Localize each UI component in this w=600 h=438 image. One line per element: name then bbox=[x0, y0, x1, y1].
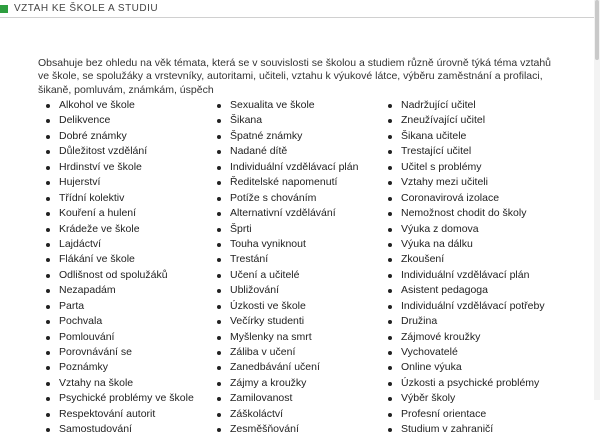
topic-item[interactable]: Zamilovanost bbox=[217, 391, 358, 406]
topic-item[interactable]: Sexualita ve škole bbox=[217, 98, 358, 113]
topic-item[interactable]: Respektování autorit bbox=[46, 407, 194, 422]
section-header bbox=[0, 0, 594, 18]
topic-item[interactable]: Výuka z domova bbox=[388, 222, 545, 237]
topic-item[interactable]: Zkoušení bbox=[388, 252, 545, 267]
topic-item[interactable]: Učitel s problémy bbox=[388, 160, 545, 175]
topic-item[interactable]: Záliba v učení bbox=[217, 345, 358, 360]
topic-column-2 bbox=[217, 98, 358, 438]
topic-item[interactable]: Trestající učitel bbox=[388, 144, 545, 159]
topic-item[interactable]: Parta bbox=[46, 299, 194, 314]
topic-item[interactable]: Dobré známky bbox=[46, 129, 194, 144]
topic-item[interactable]: Samostudování bbox=[46, 422, 194, 437]
topic-item[interactable]: Odlišnost od spolužáků bbox=[46, 268, 194, 283]
topic-item[interactable]: Profesní orientace bbox=[388, 407, 545, 422]
topic-item[interactable]: Vychovatelé bbox=[388, 345, 545, 360]
topic-item[interactable]: Delikvence bbox=[46, 113, 194, 128]
topic-item[interactable]: Záškoláctví bbox=[217, 407, 358, 422]
section-description: Obsahuje bez ohledu na věk témata, která se v souvislosti se školou a studiem různě úrovně týká téma vztahů ve škole, se spolužáky a vrstevníky, autoritami, učiteli, vztahu k výukové látce, výběru zaměstnání a profilaci, šikaně, pomluvám, známkám, úspěch bbox=[38, 56, 552, 96]
topic-item[interactable]: Studium v zahraničí bbox=[388, 422, 545, 437]
topic-item[interactable]: Alternativní vzdělávání bbox=[217, 206, 358, 221]
topic-item[interactable]: Touha vyniknout bbox=[217, 237, 358, 252]
topic-item[interactable]: Myšlenky na smrt bbox=[217, 330, 358, 345]
topic-item[interactable]: Důležitost vzdělání bbox=[46, 144, 194, 159]
topic-item[interactable]: Online výuka bbox=[388, 360, 545, 375]
topic-item[interactable]: Nadané dítě bbox=[217, 144, 358, 159]
topic-item[interactable]: Vztahy na škole bbox=[46, 376, 194, 391]
topic-item[interactable]: Družina bbox=[388, 314, 545, 329]
topic-item[interactable]: Pochvala bbox=[46, 314, 194, 329]
section-title: VZTAH KE ŠKOLE A STUDIU bbox=[14, 3, 159, 14]
topic-item[interactable]: Poznámky bbox=[46, 360, 194, 375]
topic-item[interactable]: Šprti bbox=[217, 222, 358, 237]
topic-item[interactable]: Individuální vzdělávací potřeby bbox=[388, 299, 545, 314]
topic-item[interactable]: Hujerství bbox=[46, 175, 194, 190]
topic-item[interactable]: Asistent pedagoga bbox=[388, 283, 545, 298]
topic-item[interactable]: Kouření a hulení bbox=[46, 206, 194, 221]
topic-item[interactable]: Potíže s chováním bbox=[217, 191, 358, 206]
topic-item[interactable]: Zneužívající učitel bbox=[388, 113, 545, 128]
topic-column-1 bbox=[46, 98, 194, 438]
topic-item[interactable]: Ředitelské napomenutí bbox=[217, 175, 358, 190]
topic-item[interactable]: Šikana učitele bbox=[388, 129, 545, 144]
scrollbar-thumb[interactable] bbox=[595, 0, 599, 60]
topic-item[interactable]: Nadržující učitel bbox=[388, 98, 545, 113]
topic-item[interactable]: Výběr školy bbox=[388, 391, 545, 406]
topic-item[interactable]: Flákání ve škole bbox=[46, 252, 194, 267]
topic-item[interactable]: Lajdáctví bbox=[46, 237, 194, 252]
topic-item[interactable]: Úzkosti a psychické problémy bbox=[388, 376, 545, 391]
topic-item[interactable]: Krádeže ve škole bbox=[46, 222, 194, 237]
topic-item[interactable]: Coronavirová izolace bbox=[388, 191, 545, 206]
topic-item[interactable]: Individuální vzdělávací plán bbox=[217, 160, 358, 175]
topic-item[interactable]: Hrdinství ve škole bbox=[46, 160, 194, 175]
topic-item[interactable]: Zájmové kroužky bbox=[388, 330, 545, 345]
topic-item[interactable]: Vztahy mezi učiteli bbox=[388, 175, 545, 190]
green-square-icon bbox=[0, 5, 8, 13]
scrollbar[interactable] bbox=[594, 0, 600, 400]
topic-item[interactable]: Trestání bbox=[217, 252, 358, 267]
topic-item[interactable]: Porovnávání se bbox=[46, 345, 194, 360]
topic-item[interactable]: Výuka na dálku bbox=[388, 237, 545, 252]
topic-item[interactable]: Nezapadám bbox=[46, 283, 194, 298]
topic-list bbox=[46, 98, 576, 436]
topic-item[interactable]: Zanedbávání učení bbox=[217, 360, 358, 375]
topic-item[interactable]: Zesměšňování bbox=[217, 422, 358, 437]
topic-item[interactable]: Nemožnost chodit do školy bbox=[388, 206, 545, 221]
topic-item[interactable]: Špatné známky bbox=[217, 129, 358, 144]
topic-item[interactable]: Ubližování bbox=[217, 283, 358, 298]
topic-item[interactable]: Individuální vzdělávací plán bbox=[388, 268, 545, 283]
topic-item[interactable]: Pomlouvání bbox=[46, 330, 194, 345]
topic-item[interactable]: Učení a učitelé bbox=[217, 268, 358, 283]
topic-item[interactable]: Večírky studenti bbox=[217, 314, 358, 329]
topic-item[interactable]: Alkohol ve škole bbox=[46, 98, 194, 113]
topic-item[interactable]: Třídní kolektiv bbox=[46, 191, 194, 206]
topic-item[interactable]: Psychické problémy ve škole bbox=[46, 391, 194, 406]
topic-item[interactable]: Šikana bbox=[217, 113, 358, 128]
topic-item[interactable]: Úzkosti ve škole bbox=[217, 299, 358, 314]
topic-item[interactable]: Zájmy a kroužky bbox=[217, 376, 358, 391]
topic-column-3 bbox=[388, 98, 545, 438]
